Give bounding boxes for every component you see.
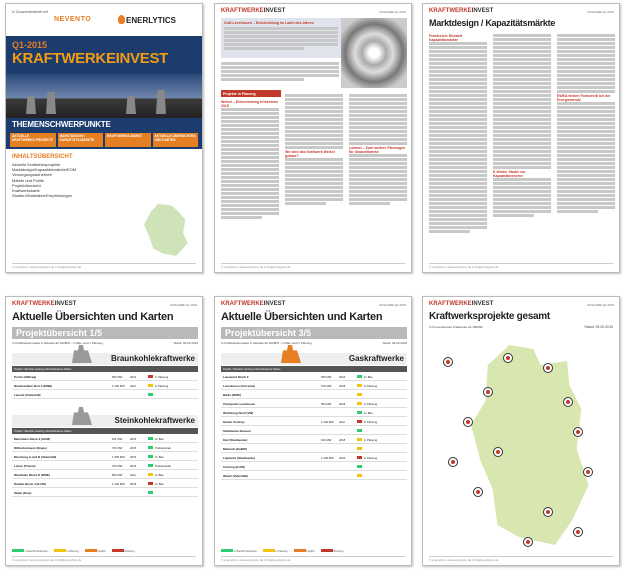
table-row[interactable] — [12, 444, 198, 452]
overview-subline: In Kraftwerksprojekte in Aktuelle ab 100MW – in Bau und in Planung Stand: 09.02.2015 — [12, 341, 198, 345]
article-column — [557, 34, 615, 214]
status-indicator-icon — [357, 375, 362, 378]
status-label: in Planung — [364, 401, 378, 406]
status-indicator-icon — [357, 384, 362, 387]
legend-swatch-icon — [54, 549, 66, 552]
project-name: Biblis (RWE) — [223, 392, 241, 397]
overview-subline: In Kraftwerksprojekte in Aktuelle ab 100MW – in Bau und in Planung Stand: 09.02.2015 — [221, 341, 407, 345]
project-name: Stahlwerke Bremen — [223, 428, 251, 433]
status-cell — [357, 465, 407, 468]
page-title: Aktuelle Übersichten und Karten — [12, 311, 174, 323]
brand-logo: KRAFTWERKEINVEST — [221, 301, 286, 307]
status-legend — [221, 549, 407, 553]
subheading: Wo wird das Kraftwerk Weisel gebaut? — [285, 150, 335, 158]
legend-swatch-icon — [263, 549, 275, 552]
plant-marker-icon[interactable] — [463, 417, 473, 427]
article-column — [285, 94, 343, 206]
toc-title: INHALTSÜBERSICHT — [12, 154, 73, 160]
status-cell — [357, 402, 407, 406]
plant-marker-icon[interactable] — [483, 387, 493, 397]
status-label: im Bau — [155, 472, 164, 477]
power-plant-icon — [72, 407, 92, 425]
overview-band: Projektübersicht 3/5 — [221, 327, 407, 339]
brand-logo: KRAFTWERKEINVEST — [12, 301, 77, 307]
issue-date: AUSGABE Q1 2015 — [379, 10, 406, 14]
status-label: im Bau — [155, 436, 164, 441]
project-name: Wedel (Vattenfall) — [223, 473, 248, 478]
legend-item — [321, 549, 344, 553]
status-cell — [357, 456, 407, 460]
status-label: in Planung — [364, 419, 378, 424]
capacity-value: 1.200 MW — [321, 419, 334, 424]
legend-swatch-icon — [294, 549, 306, 552]
plant-marker-icon[interactable] — [493, 447, 503, 457]
capacity-value: 1.600 MW — [112, 454, 125, 459]
status-indicator-icon — [148, 482, 153, 485]
toc-item[interactable]: Märkte und Politik — [12, 177, 44, 183]
issue-date: AUSGABE Q1 2015 — [587, 10, 614, 14]
page-footer: © enerlytics | www.enerlytics.de | info@enerlytics.de — [429, 263, 613, 269]
map-stand: Stand: 09.02.2015 — [584, 325, 613, 329]
project-name: Chempark Leverkusen — [223, 401, 256, 406]
status-label: in Planung — [364, 383, 378, 388]
cover-title-band — [6, 36, 202, 74]
capacity-value: 1.100 MW — [112, 383, 125, 388]
legend-item — [112, 549, 135, 553]
table-row[interactable] — [12, 453, 198, 461]
capacity-value: 660 MW — [112, 374, 123, 379]
project-name: Marbach (EnBW) — [223, 446, 247, 451]
subheading: E-World: Studie zur Kapazitätsreserve — [493, 170, 526, 178]
legend-label: Rückzug — [332, 550, 344, 553]
status-cell — [148, 437, 198, 441]
project-name: Lausitz (Vattenfall) — [14, 392, 41, 397]
cooling-tower-icon — [126, 96, 136, 114]
capacity-value: 595 MW — [321, 374, 332, 379]
legend-swatch-icon — [321, 549, 333, 552]
page-title: Aktuelle Übersichten und Karten — [221, 311, 383, 323]
plant-marker-icon[interactable] — [543, 507, 553, 517]
status-cell — [148, 464, 198, 468]
subheading: Weisel – Entscheidung frühestens 2015 — [221, 100, 278, 108]
status-indicator-icon — [148, 455, 153, 458]
map-page[interactable] — [422, 296, 620, 566]
project-name: Irsching (E.ON) — [223, 464, 245, 469]
cover-quarter: Q1-2015 — [12, 40, 48, 50]
project-name: Hamm Uentrop — [223, 419, 245, 424]
table-header: Projekt / Standort Leistung Inbetriebnahme Status — [12, 428, 198, 434]
table-row[interactable] — [221, 400, 407, 408]
cooperation-label: In Zusammenarbeit mit — [12, 10, 48, 14]
page-title: Kraftwerksprojekte gesamt — [429, 311, 550, 322]
status-indicator-icon — [148, 446, 153, 449]
legend-item — [12, 549, 48, 553]
status-label: in Planung — [155, 383, 169, 388]
legend-item — [221, 549, 257, 553]
legend-item — [294, 549, 315, 553]
commissioning-year: 2018 — [339, 383, 346, 388]
article-column — [429, 34, 487, 234]
status-cell — [357, 393, 407, 396]
article-column — [493, 34, 551, 218]
commissioning-year: offen — [339, 419, 346, 424]
article-page-projects[interactable] — [214, 3, 412, 273]
project-name: Profen (Mibrag) — [14, 374, 37, 379]
legend-item — [85, 549, 106, 553]
company-logo: ENERLYTICS — [126, 16, 176, 25]
issue-date: AUSGABE Q1 2015 — [170, 303, 197, 307]
project-name: Lausward Block F — [223, 374, 249, 379]
status-label: im Bau — [155, 454, 164, 459]
issue-date: AUSGABE Q1 2015 — [587, 303, 614, 307]
legend-item — [263, 549, 288, 553]
theme-box[interactable]: KRAFTWERKS-MARKT — [105, 133, 151, 147]
theme-heading: THEMENSCHWERPUNKTE — [6, 118, 202, 131]
table-row[interactable] — [221, 391, 407, 399]
gas-plant-icon — [281, 345, 301, 363]
status-cell — [148, 384, 198, 388]
status-indicator-icon — [357, 429, 362, 432]
commissioning-year: offen — [130, 383, 137, 388]
table-row[interactable] — [12, 382, 198, 390]
legend-item — [54, 549, 79, 553]
project-name: Lünen (Trianel) — [14, 463, 36, 468]
table-row[interactable] — [221, 463, 407, 471]
project-name: Westfalen Block D (RWE) — [14, 472, 50, 477]
plant-marker-icon[interactable] — [443, 357, 453, 367]
overview-band: Projektübersicht 1/5 — [12, 327, 198, 339]
status-indicator-icon — [357, 393, 362, 396]
capacity-value: 1.200 MW — [321, 455, 334, 460]
status-cell — [357, 438, 407, 442]
status-label: in Planung — [364, 455, 378, 460]
power-plant-icon — [72, 345, 92, 363]
table-row[interactable] — [221, 418, 407, 426]
legend-swatch-icon — [85, 549, 97, 552]
capacity-value: 1.100 MW — [112, 481, 125, 486]
table-row[interactable] — [221, 445, 407, 453]
status-indicator-icon — [357, 474, 362, 477]
turbine-photo — [341, 18, 407, 88]
status-legend — [12, 549, 198, 553]
table-header: Projekt / Standort Leistung Inbetriebnahme Status — [12, 366, 198, 372]
legend-label: Rückzug — [123, 550, 135, 553]
toc-item[interactable]: Versorgungssicherheit — [12, 172, 52, 178]
table-row[interactable] — [12, 435, 198, 443]
plant-marker-icon[interactable] — [473, 487, 483, 497]
toc-item[interactable]: Marktdesign/Kapazitätsmärkte/EOM — [12, 167, 77, 173]
table-header: Projekt / Standort Leistung Inbetriebnahme Status — [221, 366, 407, 372]
status-cell — [148, 446, 198, 450]
plant-marker-icon[interactable] — [583, 467, 593, 477]
legend-label: in Planung — [65, 550, 79, 553]
capacity-value: 190 MW — [321, 437, 332, 442]
commissioning-year: 2018 — [339, 437, 346, 442]
legend-swatch-icon — [12, 549, 24, 552]
article-column — [221, 100, 279, 220]
section-lignite: Braunkohlekraftwerke — [12, 353, 198, 365]
status-label: im Bau — [364, 374, 373, 379]
table-row[interactable] — [12, 471, 198, 479]
table-row[interactable] — [221, 427, 407, 435]
overview-page-1[interactable] — [5, 296, 203, 566]
toc-item[interactable]: Kraftwerkskarte — [12, 188, 40, 194]
subheading: EWEA fordert Fortschritt bei der Energiewende — [557, 94, 611, 102]
status-cell — [357, 375, 407, 379]
table-row[interactable] — [221, 472, 407, 480]
status-indicator-icon — [148, 393, 153, 396]
theme-box[interactable]: AKTUELLE ÜBERSICHTEN UND KARTEN — [153, 133, 199, 147]
project-name: Leipheim (Stadtwerke) — [223, 455, 256, 460]
table-row[interactable] — [221, 373, 407, 381]
status-cell — [148, 375, 198, 379]
table-row[interactable] — [12, 373, 198, 381]
project-name: Kiel (Stadtwerke) — [223, 437, 248, 442]
legend-label: in Planung — [274, 550, 288, 553]
subheading: Lubmin – Zwei weitere Planungen für Gaskraftwerke — [349, 146, 406, 154]
status-indicator-icon — [148, 473, 153, 476]
capacity-value: 911 MW — [112, 436, 123, 441]
plant-marker-icon[interactable] — [573, 427, 583, 437]
cover-title: KRAFTWERKEINVEST — [12, 50, 169, 67]
commissioning-year: 2016 — [339, 374, 346, 379]
project-name: Wilhelmshaven (Engie) — [14, 445, 47, 450]
commissioning-year: 2013 — [130, 463, 137, 468]
status-indicator-icon — [148, 464, 153, 467]
brand-logo: KRAFTWERKEINVEST — [429, 8, 494, 14]
theme-box[interactable]: MARKTDESIGN / KAPAZITÄTS-MÄRKTE — [58, 133, 104, 147]
table-row[interactable] — [12, 391, 198, 399]
table-row[interactable] — [221, 382, 407, 390]
power-plant-photo — [6, 74, 202, 118]
theme-box[interactable]: AKTUELLE KRAFTWERKS-PROJEKTE — [10, 133, 56, 147]
article-page-market[interactable] — [422, 3, 620, 273]
status-cell — [357, 429, 407, 432]
status-cell — [148, 455, 198, 459]
toc-item[interactable]: Aktuelle Kraftwerksprojekte — [12, 162, 61, 167]
section-gas: Gaskraftwerke — [221, 353, 407, 365]
toc-item[interactable]: Studien/Statistiken/Empfehlungen — [12, 193, 73, 199]
cover-page[interactable] — [5, 3, 203, 273]
status-cell — [148, 473, 198, 477]
status-label: im Bau — [155, 481, 164, 486]
status-cell — [148, 393, 198, 396]
commissioning-year: 2021 — [130, 374, 137, 379]
plant-marker-icon[interactable] — [503, 353, 513, 363]
flame-icon — [118, 15, 125, 24]
article-column — [349, 94, 407, 206]
legend-swatch-icon — [221, 549, 233, 552]
table-row[interactable] — [12, 462, 198, 470]
article-headline: GuD-Leverkusen – Entscheidung im Laufe des Jahres — [224, 21, 314, 25]
status-indicator-icon — [357, 411, 362, 414]
page-footer: © enerlytics | www.enerlytics.de | info@enerlytics.de — [221, 263, 405, 269]
status-label: in Planung — [364, 437, 378, 442]
project-name: Niederaußem BoA 4 (RWE) — [14, 383, 53, 388]
table-row[interactable] — [12, 489, 198, 497]
table-row[interactable] — [221, 409, 407, 417]
table-row[interactable] — [221, 454, 407, 462]
project-name: Leverkusen (Currenta) — [223, 383, 256, 388]
status-label: Probebetrieb — [155, 445, 172, 450]
capacity-value: 750 MW — [112, 463, 123, 468]
page-title: Marktdesign / Kapazitätsmärkte — [429, 18, 556, 28]
plant-marker-icon[interactable] — [523, 537, 533, 547]
commissioning-year: 2015 — [130, 436, 137, 441]
status-cell — [357, 411, 407, 415]
commissioning-year: 2016 — [339, 455, 346, 460]
commissioning-year: 2018 — [339, 401, 346, 406]
project-name: Datteln Block 4 (E.ON) — [14, 481, 46, 486]
map-subline: In Konventionelle Kraftwerke ab 100MW — [429, 325, 483, 329]
legend-label: in Bau/Probebetrieb — [233, 550, 257, 553]
issue-date: AUSGABE Q1 2015 — [379, 303, 406, 307]
page-footer: © enerlytics | www.enerlytics.de | info@enerlytics.de — [221, 556, 405, 562]
commissioning-year: 2015 — [130, 445, 137, 450]
page-footer: © enerlytics | www.enerlytics.de | info@enerlytics.de — [429, 556, 613, 562]
brand-logo: KRAFTWERKEINVEST — [221, 8, 286, 14]
status-label: in Planung — [155, 374, 169, 379]
germany-map — [471, 345, 591, 545]
status-indicator-icon — [357, 456, 362, 459]
status-indicator-icon — [148, 437, 153, 440]
status-cell — [357, 384, 407, 388]
theme-boxes — [6, 131, 202, 149]
project-name: Mannheim Block 9 (GKM) — [14, 436, 51, 441]
commissioning-year: 2015 — [130, 454, 137, 459]
status-indicator-icon — [357, 438, 362, 441]
status-cell — [148, 482, 198, 486]
status-label: Probebetrieb — [155, 463, 172, 468]
status-indicator-icon — [148, 375, 153, 378]
cooling-tower-icon — [46, 92, 56, 114]
toc-item[interactable]: Projektübersicht — [12, 182, 41, 188]
legend-label: fraglich — [96, 550, 106, 553]
plant-marker-icon[interactable] — [448, 457, 458, 467]
table-row[interactable] — [12, 480, 198, 488]
status-indicator-icon — [357, 402, 362, 405]
legend-label: fraglich — [305, 550, 315, 553]
plant-marker-icon[interactable] — [563, 397, 573, 407]
status-indicator-icon — [357, 465, 362, 468]
table-row[interactable] — [221, 436, 407, 444]
toc-list — [6, 162, 202, 198]
commissioning-year: offen — [130, 472, 137, 477]
section-hardcoal: Steinkohlekraftwerke — [12, 415, 198, 427]
capacity-value: 800 MW — [112, 472, 123, 477]
partner-logo: NEVENTO — [54, 16, 92, 23]
section-band: Projekte in Planung — [221, 90, 281, 97]
cooling-tower-icon — [156, 90, 166, 114]
overview-page-3[interactable] — [214, 296, 412, 566]
plant-marker-icon[interactable] — [543, 363, 553, 373]
status-indicator-icon — [357, 447, 362, 450]
status-indicator-icon — [148, 491, 153, 494]
project-name: Wolfsburg Nord (VW) — [223, 410, 254, 415]
page-footer: © enerlytics | www.enerlytics.de | info@enerlytics.de — [12, 263, 196, 269]
commissioning-year: 2018 — [130, 481, 137, 486]
status-indicator-icon — [148, 384, 153, 387]
legend-label: in Bau/Probebetrieb — [24, 550, 48, 553]
status-cell — [357, 447, 407, 450]
capacity-value: 731 MW — [112, 445, 123, 450]
cover-header — [6, 4, 202, 36]
capacity-value: 550 MW — [321, 401, 332, 406]
status-cell — [357, 420, 407, 424]
status-cell — [357, 474, 407, 477]
legend-swatch-icon — [112, 549, 124, 552]
status-cell — [148, 491, 198, 494]
plant-marker-icon[interactable] — [573, 527, 583, 537]
lead-article — [221, 18, 341, 58]
status-indicator-icon — [357, 420, 362, 423]
status-label: im Bau — [364, 410, 373, 415]
cooling-tower-icon — [26, 96, 36, 114]
subheading: Frankreich: Bündelt Kapazitätsmärkte — [429, 34, 463, 42]
brand-logo: KRAFTWERKEINVEST — [429, 301, 494, 307]
page-footer: © enerlytics | www.enerlytics.de | info@enerlytics.de — [12, 556, 196, 562]
germany-mini-map — [144, 204, 190, 256]
project-name: Stade (Dow) — [14, 490, 32, 495]
project-name: Moorburg A und B (Vattenfall) — [14, 454, 57, 459]
capacity-value: 570 MW — [321, 383, 332, 388]
